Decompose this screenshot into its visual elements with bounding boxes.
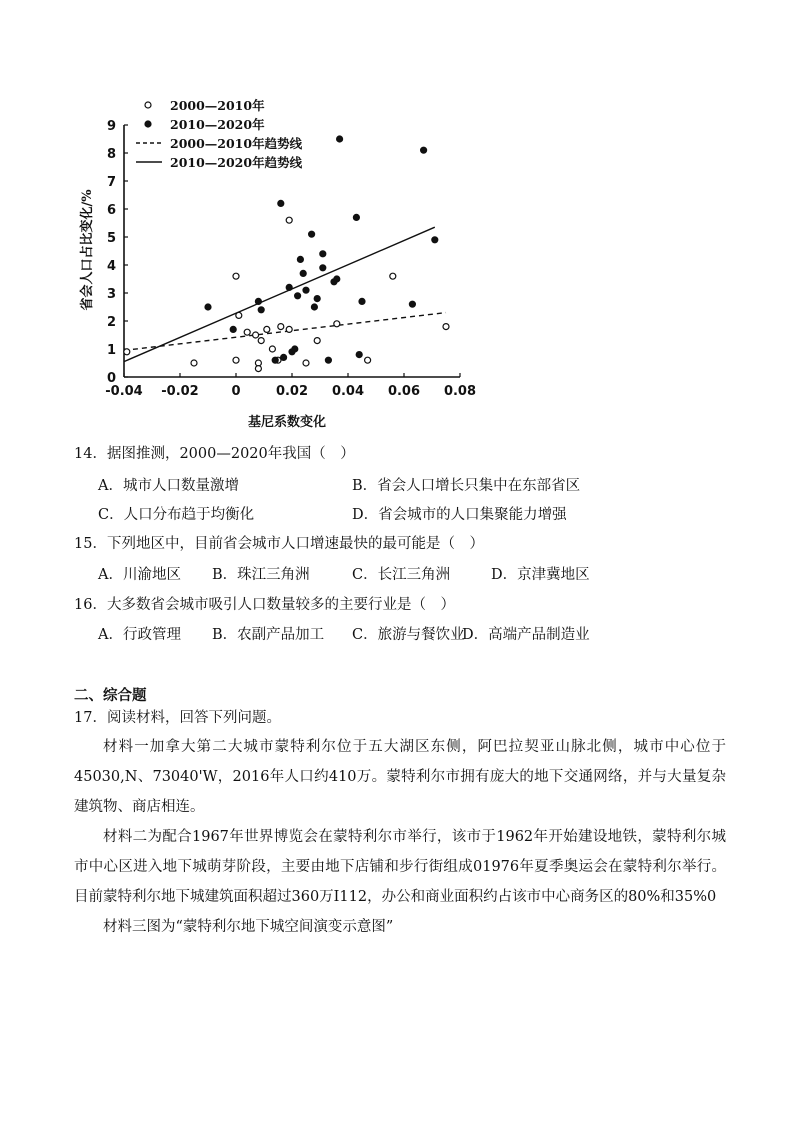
q16-option-c[interactable]: C．旅游与餐饮业 xyxy=(352,627,465,643)
point-2010-2020 xyxy=(334,276,340,282)
y-tick-label: 8 xyxy=(106,147,116,162)
data-points xyxy=(124,136,449,372)
point-2010-2020 xyxy=(295,293,301,299)
point-2000-2010 xyxy=(286,326,292,332)
point-2010-2020 xyxy=(356,352,362,358)
point-2000-2010 xyxy=(365,357,371,363)
point-2000-2010 xyxy=(233,357,239,363)
point-2010-2020 xyxy=(337,136,343,142)
point-2000-2010 xyxy=(191,360,197,366)
y-tick-label: 4 xyxy=(106,259,116,274)
material-3: 材料三图为“蒙特利尔地下城空间演变示意图” xyxy=(103,919,394,935)
point-2000-2010 xyxy=(303,360,309,366)
q14-option-b[interactable]: B．省会人口增长只集中在东部省区 xyxy=(352,478,581,494)
legend-entry: 2000—2010年趋势线 xyxy=(170,136,303,151)
point-2010-2020 xyxy=(314,296,320,302)
question-17-stem: 17．阅读材料，回答下列问题。 xyxy=(74,710,281,726)
legend-open-marker xyxy=(145,102,151,108)
point-2010-2020 xyxy=(230,326,236,332)
y-tick-label: 3 xyxy=(106,287,116,302)
y-axis-label: 省会人口占比变化/% xyxy=(80,189,95,311)
point-2010-2020 xyxy=(205,304,211,310)
point-2000-2010 xyxy=(334,321,340,327)
point-2000-2010 xyxy=(258,338,264,344)
q15-option-c[interactable]: C．长江三角洲 xyxy=(352,567,451,583)
point-2010-2020 xyxy=(311,304,317,310)
point-2010-2020 xyxy=(281,354,287,360)
question-15-stem: 15．下列地区中，目前省会城市人口增速最快的最可能是（ ） xyxy=(74,536,484,552)
point-2000-2010 xyxy=(253,332,259,338)
x-tick-label: -0.04 xyxy=(105,384,143,399)
legend-entry: 2010—2020年 xyxy=(170,117,265,132)
q14-option-c[interactable]: C．人口分布趋于均衡化 xyxy=(98,507,255,523)
x-tick-label: 0.06 xyxy=(387,384,421,399)
q15-option-d[interactable]: D．京津冀地区 xyxy=(491,567,590,583)
x-tick-label: 0.02 xyxy=(275,384,309,399)
point-2000-2010 xyxy=(286,217,292,223)
q16-option-b[interactable]: B．农副产品加工 xyxy=(212,627,325,643)
y-tick-label: 2 xyxy=(106,315,116,330)
point-2000-2010 xyxy=(314,338,320,344)
point-2010-2020 xyxy=(292,346,298,352)
section-heading: 二、综合题 xyxy=(74,687,147,704)
y-tick-label: 7 xyxy=(106,175,116,190)
point-2010-2020 xyxy=(409,301,415,307)
q16-option-d[interactable]: D．高端产品制造业 xyxy=(462,627,590,643)
y-tick-label: 5 xyxy=(106,231,116,246)
y-tick-label: 1 xyxy=(106,343,116,358)
y-tick-label: 0 xyxy=(106,371,116,386)
x-tick-label: 0 xyxy=(231,384,241,399)
chart-legend xyxy=(136,98,303,170)
trend-line-2010-2020 xyxy=(124,227,435,361)
x-tick-label: 0.04 xyxy=(331,384,365,399)
point-2010-2020 xyxy=(325,357,331,363)
q16-option-a[interactable]: A．行政管理 xyxy=(98,627,181,643)
point-2000-2010 xyxy=(244,329,250,335)
point-2010-2020 xyxy=(359,298,365,304)
point-2010-2020 xyxy=(309,231,315,237)
point-2000-2010 xyxy=(236,312,242,318)
q15-option-a[interactable]: A．川渝地区 xyxy=(98,567,181,583)
point-2010-2020 xyxy=(421,147,427,153)
point-2010-2020 xyxy=(303,287,309,293)
legend-filled-marker xyxy=(145,121,151,127)
point-2010-2020 xyxy=(297,256,303,262)
point-2010-2020 xyxy=(255,298,261,304)
point-2000-2010 xyxy=(278,324,284,330)
y-tick-label: 6 xyxy=(106,203,116,218)
point-2010-2020 xyxy=(278,200,284,206)
point-2010-2020 xyxy=(353,214,359,220)
point-2000-2010 xyxy=(124,349,130,355)
trend-lines xyxy=(124,227,446,361)
q14-option-a[interactable]: A．城市人口数量激增 xyxy=(98,478,239,494)
point-2010-2020 xyxy=(320,265,326,271)
trend-line-2000-2010 xyxy=(124,313,446,351)
y-tick-label: 9 xyxy=(106,119,116,134)
point-2000-2010 xyxy=(390,273,396,279)
point-2000-2010 xyxy=(269,346,275,352)
x-tick-label: 0.08 xyxy=(443,384,477,399)
legend-entry: 2010—2020年趋势线 xyxy=(170,155,303,170)
scatter-chart xyxy=(70,95,490,435)
point-2000-2010 xyxy=(264,326,270,332)
question-14-stem: 14．据图推测，2000—2020年我国（ ） xyxy=(74,446,355,462)
x-axis-label: 基尼系数变化 xyxy=(247,415,327,430)
question-16-stem: 16．大多数省会城市吸引人口数量较多的主要行业是（ ） xyxy=(74,597,455,613)
material-1: 材料一加拿大第二大城市蒙特利尔位于五大湖区东侧，阿巴拉契亚山脉北侧，城市中心位于45030,N、73040'W，2016年人口约410万。蒙特利尔市拥有庞大的地下交通网络，并与大量复杂建筑物、商店相连。 xyxy=(74,739,726,815)
point-2010-2020 xyxy=(272,357,278,363)
point-2000-2010 xyxy=(233,273,239,279)
x-tick-label: -0.02 xyxy=(161,384,199,399)
point-2010-2020 xyxy=(286,284,292,290)
point-2000-2010 xyxy=(255,366,261,372)
q15-option-b[interactable]: B．珠江三角洲 xyxy=(212,567,310,583)
legend-entry: 2000—2010年 xyxy=(170,98,265,113)
point-2010-2020 xyxy=(258,307,264,313)
point-2010-2020 xyxy=(432,237,438,243)
q14-option-d[interactable]: D．省会城市的人口集聚能力增强 xyxy=(352,507,567,523)
point-2010-2020 xyxy=(320,251,326,257)
material-2: 材料二为配合1967年世界博览会在蒙特利尔市举行，该市于1962年开始建设地铁，蒙特利尔城市中心区进入地下城萌芽阶段，主要由地下店铺和步行街组成01976年夏季奥运会在蒙特利尔举行。目前蒙特利尔地下城建筑面积超过360万I112，办公和商业面积约占该市中心商务区的80%和35%0 xyxy=(74,829,726,905)
point-2010-2020 xyxy=(300,270,306,276)
point-2000-2010 xyxy=(443,324,449,330)
